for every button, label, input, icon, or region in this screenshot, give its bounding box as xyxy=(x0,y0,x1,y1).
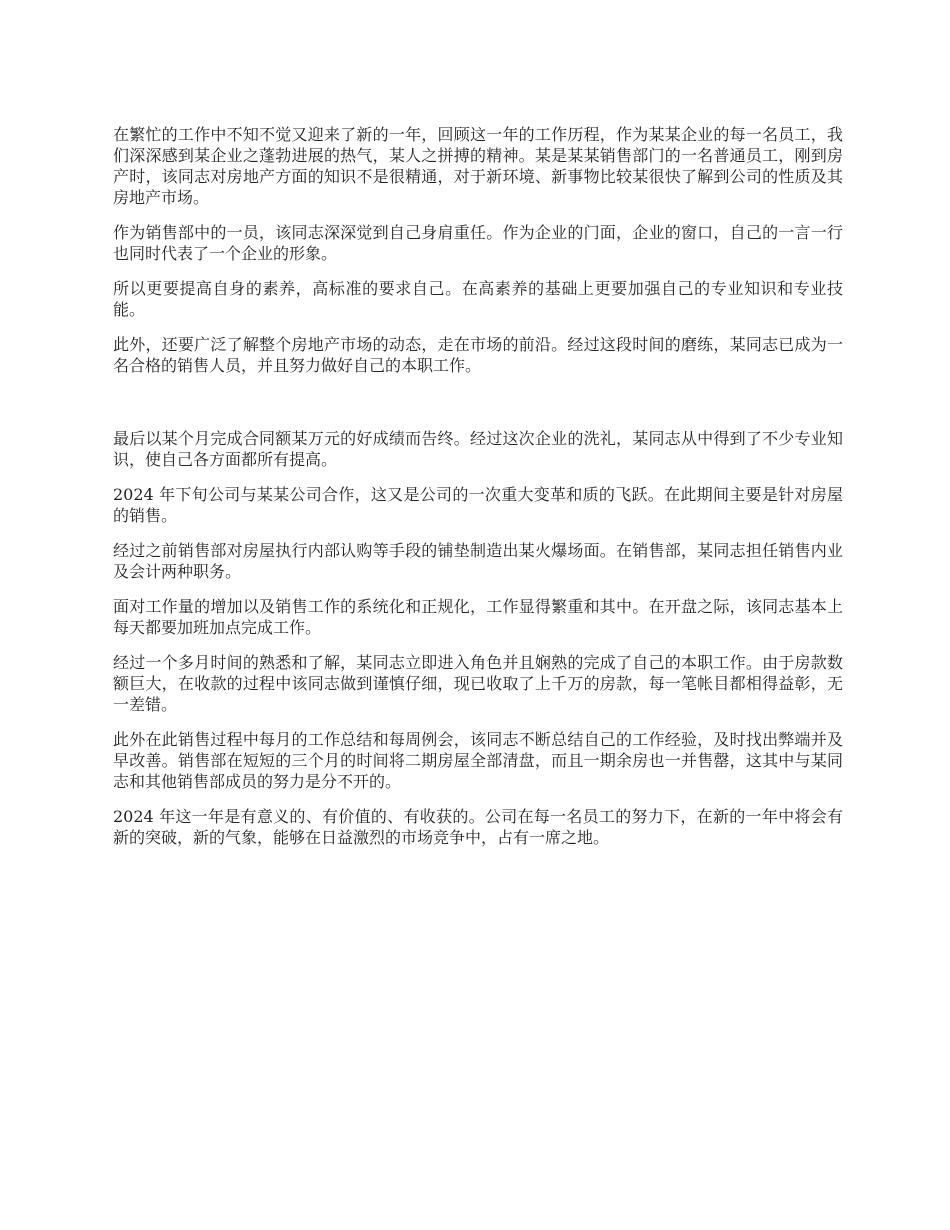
paragraph-8: 面对工作量的增加以及销售工作的系统化和正规化，工作显得繁重和其中。在开盘之际，该同志基本上每天都要加班加点完成工作。 xyxy=(113,597,843,637)
paragraph-6: 2024 年下旬公司与某某公司合作，这又是公司的一次重大变革和质的飞跃。在此期间主要是针对房屋的销售。 xyxy=(113,485,843,525)
paragraph-4: 此外，还要广泛了解整个房地产市场的动态，走在市场的前沿。经过这段时间的磨练，某同志已成为一名合格的销售人员，并且努力做好自己的本职工作。 xyxy=(113,335,843,375)
paragraph-11: 2024 年这一年是有意义的、有价值的、有收获的。公司在每一名员工的努力下，在新的一年中将会有新的突破，新的气象，能够在日益激烈的市场竞争中，占有一席之地。 xyxy=(113,807,843,847)
paragraph-1: 在繁忙的工作中不知不觉又迎来了新的一年，回顾这一年的工作历程，作为某某企业的每一名员工，我们深深感到某企业之蓬勃进展的热气，某人之拼搏的精神。某是某某销售部门的一名普通员工，刚到房产时，该同志对房地产方面的知识不是很精通，对于新环境、新事物比较某很快了解到公司的性质及其房地产市场。 xyxy=(113,125,843,207)
paragraph-5: 最后以某个月完成合同额某万元的好成绩而告终。经过这次企业的洗礼，某同志从中得到了不少专业知识，使自己各方面都所有提高。 xyxy=(113,429,843,469)
section-gap xyxy=(113,390,843,428)
paragraph-3: 所以更要提高自身的素养，高标准的要求自己。在高素养的基础上更要加强自己的专业知识和专业技能。 xyxy=(113,279,843,319)
document-body xyxy=(113,124,843,862)
paragraph-7: 经过之前销售部对房屋执行内部认购等手段的铺垫制造出某火爆场面。在销售部，某同志担任销售内业及会计两种职务。 xyxy=(113,541,843,581)
paragraph-10: 此外在此销售过程中每月的工作总结和每周例会，该同志不断总结自己的工作经验，及时找出弊端并及早改善。销售部在短短的三个月的时间将二期房屋全部清盘，而且一期余房也一并售罄，这其中与某同志和其他销售部成员的努力是分不开的。 xyxy=(113,730,843,791)
paragraph-2: 作为销售部中的一员，该同志深深觉到自己身肩重任。作为企业的门面，企业的窗口，自己的一言一行也同时代表了一个企业的形象。 xyxy=(113,223,843,263)
paragraph-9: 经过一个多月时间的熟悉和了解，某同志立即进入角色并且娴熟的完成了自己的本职工作。由于房款数额巨大，在收款的过程中该同志做到谨慎仔细，现已收取了上千万的房款，每一笔帐目都相得益彰，无一差错。 xyxy=(113,653,843,714)
